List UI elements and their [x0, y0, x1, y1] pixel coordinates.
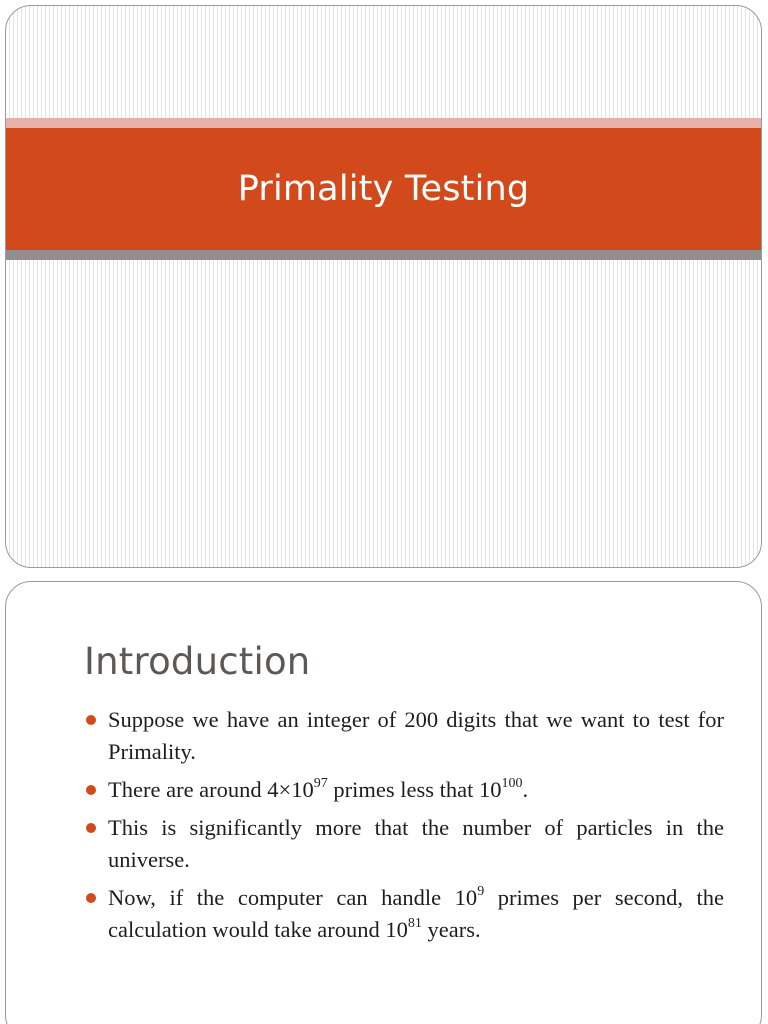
- bullet-item: [84, 704, 724, 768]
- bullet-item: [84, 774, 724, 806]
- content-slide[interactable]: [5, 581, 762, 1024]
- bullet-dot-icon: [86, 785, 96, 795]
- content-title: Introduction: [84, 640, 311, 683]
- bullet-text-part: There are around 4×10: [108, 777, 314, 802]
- bullet-text-part: primes less that 10: [327, 777, 502, 802]
- bullet-dot-icon: [86, 823, 96, 833]
- bullet-dot-icon: [86, 893, 96, 903]
- bullet-superscript: 81: [407, 915, 422, 931]
- bullet-text-part: .: [522, 777, 529, 802]
- bullet-text-part: Now, if the computer can handle 10: [108, 885, 478, 910]
- bullet-item: [84, 882, 724, 946]
- title-slide[interactable]: [5, 5, 762, 568]
- title-band: [6, 128, 761, 250]
- bullet-item: [84, 812, 724, 876]
- slide-title: Primality Testing: [237, 169, 530, 209]
- bullet-superscript: 100: [501, 775, 523, 791]
- bullet-superscript: 9: [477, 883, 485, 899]
- title-band-top-stripe: [6, 118, 761, 128]
- title-band-bottom-stripe: [6, 250, 761, 260]
- bullet-text: This is significantly more that the number of particles in the universe.: [108, 815, 724, 872]
- bullet-text-part: primes per second, the calculation would take around 10: [108, 885, 724, 942]
- bullet-dot-icon: [86, 715, 96, 725]
- bullet-superscript: 97: [313, 775, 328, 791]
- bullet-text: Suppose we have an integer of 200 digits that we want to test for Primality.: [108, 707, 724, 764]
- bullet-list: [84, 704, 724, 952]
- bullet-text-part: years.: [421, 917, 481, 942]
